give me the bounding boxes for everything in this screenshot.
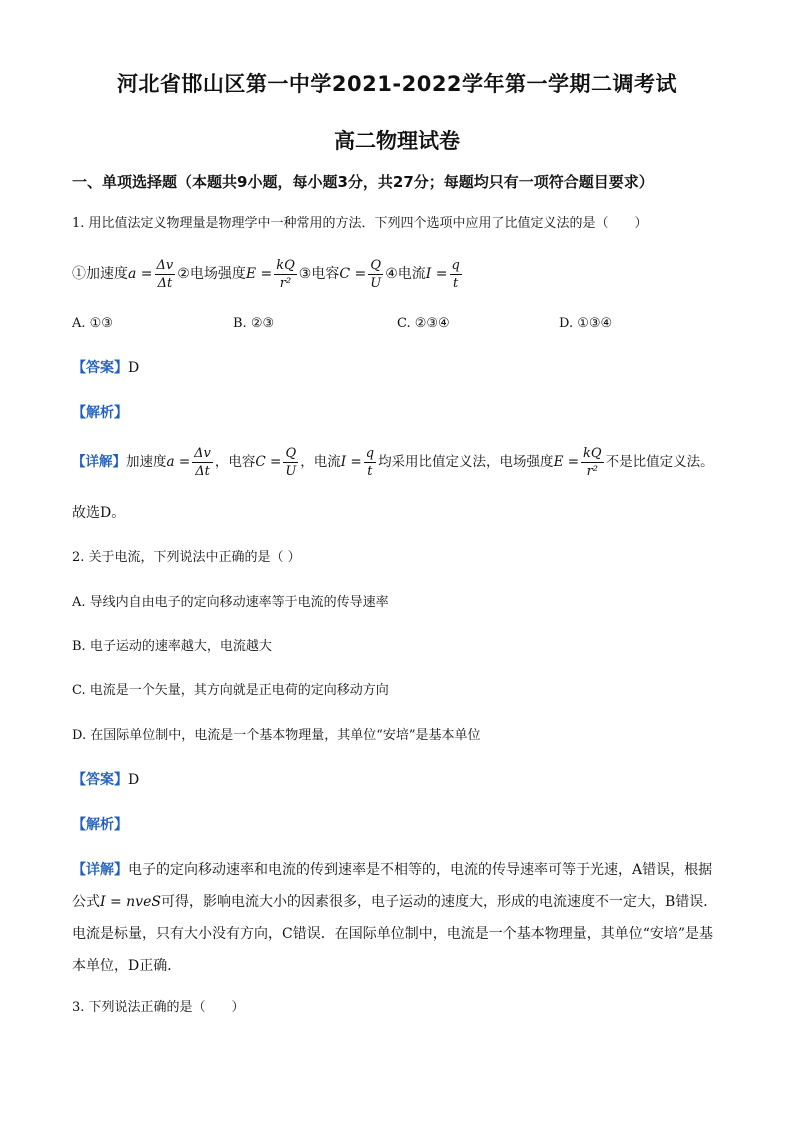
q1-detail-frac-a: $\frac{\Delta v}{\Delta t}$ <box>194 446 211 479</box>
q1-frac-i: $\frac{q}{t}$ <box>451 257 460 291</box>
exam-title: 河北省邯山区第一中学2021-2022学年第一学期二调考试 <box>116 72 678 96</box>
q1-detail-frac-i: $\frac{q}{t}$ <box>365 446 375 479</box>
q2-detail: 【详解】电子的定向移动速率和电流的传到速率是不相等的，电流的传导速率可等于光速，A错误，根据公式I = nveS可得，影响电流大小的因素很多，电子运动的速度大，形成的电流速度不一定大，B错误．电流是标量，只有大小没有方向，C错误．在国际单位制中，电流是一个基本物理量，其单位“安培”是基本单位，D正确． <box>72 862 718 974</box>
q2-option-d: D. 在国际单位制中，电流是一个基本物理量，其单位“安培”是基本单位 <box>72 728 481 743</box>
q2-option-a: A. 导线内自由电子的定向移动速率等于电流的传导速率 <box>72 595 389 610</box>
q1-analysis-label: 【解析】 <box>72 405 128 421</box>
q1-option-a: A. ①③ <box>72 316 113 331</box>
q1-frac-c: $\frac{Q}{U}$ <box>370 257 382 291</box>
q1-detail: 【详解】加速度a = $\frac{\Delta v}{\Delta t}$ ，电容C = $\frac{Q}{U}$ ，电流I = $\frac{q}{t}$ 均采用比值定义法，电场强度E = $\frac{kQ}{\text{r²}}$ 不是比值定义法。 <box>72 446 714 479</box>
q1-detail-frac-e: $\frac{kQ}{\text{r²}}$ <box>583 446 602 479</box>
q1-stem: 1. 用比值法定义物理量是物理学中一种常用的方法．下列四个选项中应用了比值定义法的是（ ） <box>72 216 648 231</box>
q3-stem: 3. 下列说法正确的是（ ） <box>72 1000 245 1015</box>
q2-stem: 2. 关于电流，下列说法中正确的是（ ） <box>72 550 301 565</box>
q2-option-b: B. 电子运动的速率越大，电流越大 <box>72 639 272 654</box>
q1-detail-frac-c: $\frac{Q}{U}$ <box>285 446 297 479</box>
q2-analysis-label: 【解析】 <box>72 817 128 833</box>
q1-formula-line: ①加速度a = $\frac{\Delta v}{\Delta t}$ ②电场强度E = $\frac{kQ}{\text{r²}}$ ③电容C = $\frac{Q}{U}$ ④电流I = $\frac{q}{t}$ <box>72 257 460 291</box>
q1-option-b: B. ②③ <box>233 316 275 331</box>
q1-option-d: D. ①③④ <box>559 316 613 331</box>
q1-conclusion: 故选D。 <box>72 505 126 521</box>
q1-frac-a: $\frac{\Delta v}{\Delta t}$ <box>156 257 174 291</box>
q2-option-c: C. 电流是一个矢量，其方向就是正电荷的定向移动方向 <box>72 683 389 698</box>
exam-subtitle: 高二物理试卷 <box>334 129 460 153</box>
q1-option-c: C. ②③④ <box>397 316 450 331</box>
q2-answer: 【答案】D <box>72 772 140 788</box>
section-heading: 一、单项选择题（本题共9小题，每小题3分，共27分；每题均只有一项符合题目要求） <box>72 173 654 191</box>
q1-frac-e: $\frac{kQ}{\text{r²}}$ <box>276 257 295 291</box>
q1-answer: 【答案】D <box>72 360 140 376</box>
